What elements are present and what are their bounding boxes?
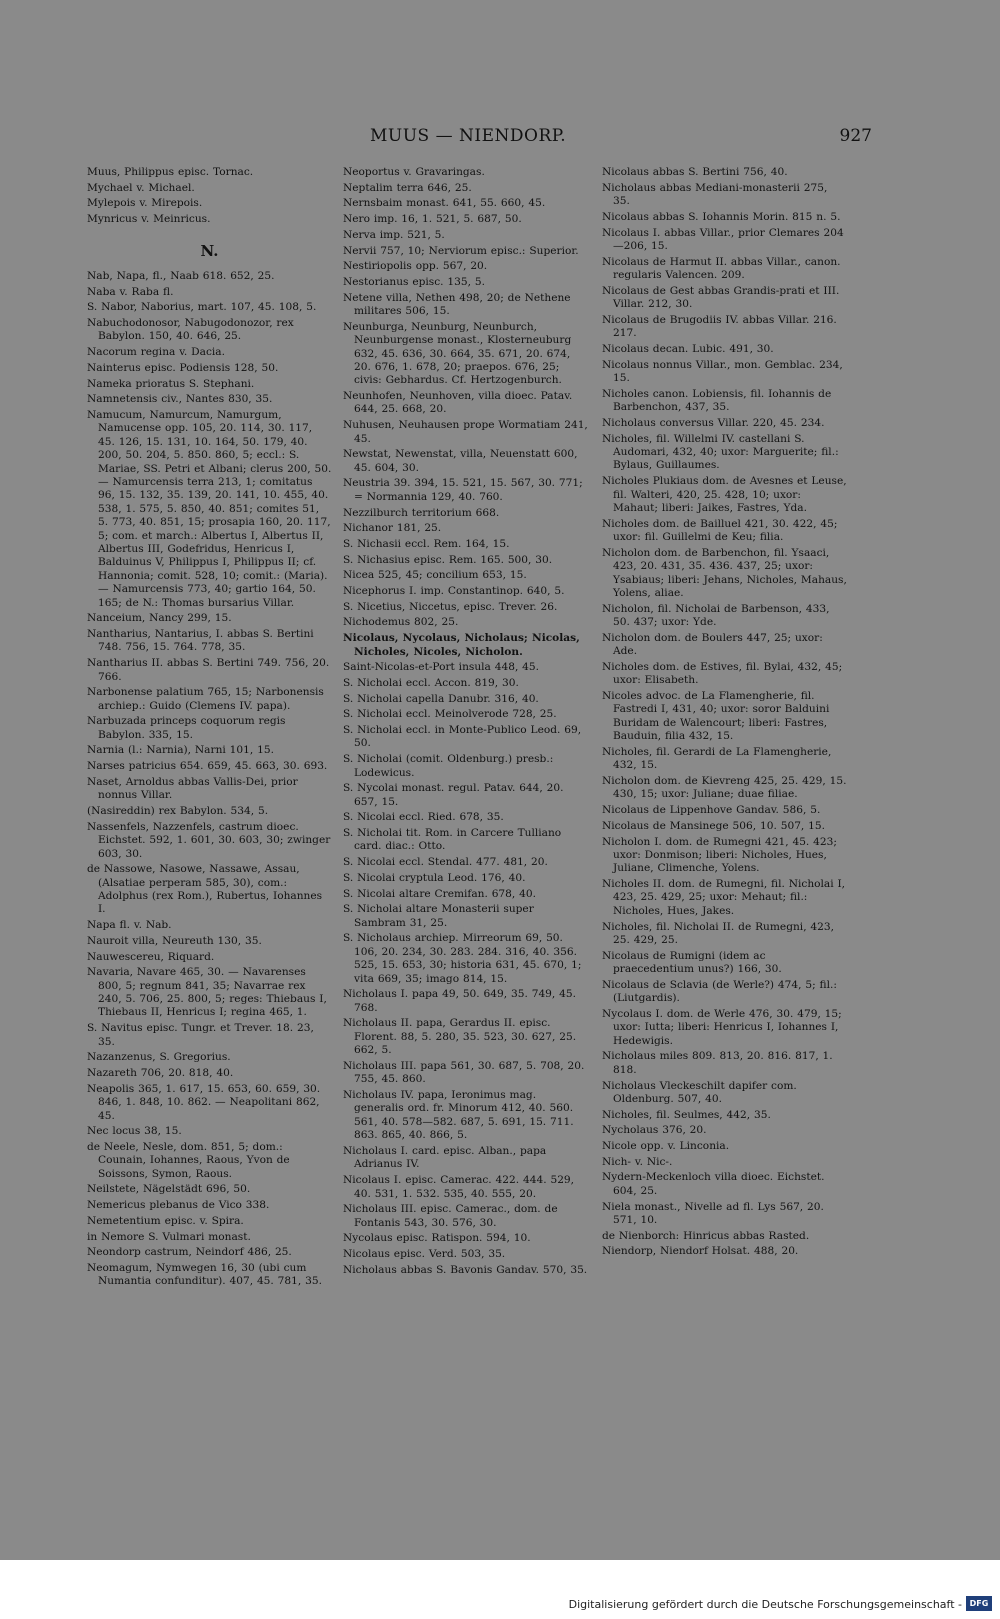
section-letter: N. bbox=[200, 241, 219, 260]
index-entry: Nicolaus I. abbas Villar., prior Clemares 204—206, 15. bbox=[602, 226, 844, 252]
index-entry: S. Nicolai eccl. Ried. 678, 35. bbox=[343, 811, 504, 824]
index-entry: Mychael v. Michael. bbox=[87, 181, 195, 194]
index-entry: S. Nicholai capella Danubr. 316, 40. bbox=[343, 692, 539, 705]
index-entry: Nicephorus I. imp. Constantinop. 640, 5. bbox=[343, 585, 565, 598]
index-entry: Nantharius II. abbas S. Bertini 749. 756, 20. 766. bbox=[87, 657, 330, 683]
index-entry: Nicholaus III. papa 561, 30. 687, 5. 708, 20. 755, 45. 860. bbox=[343, 1059, 585, 1086]
index-entry: S. Nichasius episc. Rem. 165. 500, 30. bbox=[343, 553, 553, 566]
index-entry: Nicholes, fil. Gerardi de La Flamengherie, 432, 15. bbox=[602, 745, 832, 772]
index-entry: Nicolaus decan. Lubic. 491, 30. bbox=[602, 342, 774, 355]
index-entry: Nichanor 181, 25. bbox=[343, 522, 442, 535]
index-entry: Nicholaus I. papa 49, 50. 649, 35. 749, 45. 768. bbox=[343, 988, 577, 1014]
running-title: MUUS — NIENDORP. bbox=[370, 126, 567, 146]
index-entry: Nazanzenus, S. Gregorius. bbox=[87, 1051, 231, 1064]
index-entry: Nicholaus IV. papa, Ieronimus mag. generalis ord. fr. Minorum 412, 40. 560. 561, 40. 578—582. 687, 5. 691, 15. 711. 863. 865, 40. 866, 5. bbox=[343, 1089, 574, 1142]
index-entry: Niela monast., Nivelle ad fl. Lys 567, 20. 571, 10. bbox=[602, 1200, 824, 1226]
index-entry: Nicolaus de Sclavia (de Werle?) 474, 5; fil.: (Liutgardis). bbox=[602, 978, 837, 1005]
index-entry: Neunhofen, Neunhoven, villa dioec. Patav. 644, 25. 668, 20. bbox=[343, 390, 573, 416]
index-entry: Nab, Napa, fl., Naab 618. 652, 25. bbox=[87, 269, 275, 282]
index-entry: S. Nicholai eccl. in Monte-Publico Leod. 69, 50. bbox=[343, 724, 582, 750]
page-number: 927 bbox=[839, 126, 872, 146]
index-entry: Nicolaus de Gest abbas Grandis-prati et III. Villar. 212, 30. bbox=[602, 284, 840, 311]
index-entry: Nich- v. Nic-. bbox=[602, 1155, 673, 1168]
index-entry: Nicoles advoc. de La Flamengherie, fil. Fastredi I, 431, 40; uxor: soror Balduini Buridam de Walencourt; liberi: Fastres, Bauduin, filia 432, 15. bbox=[602, 689, 830, 743]
index-entry: S. Nicetius, Niccetus, episc. Trever. 26. bbox=[343, 600, 558, 613]
index-entry: S. Nicolai altare Cremifan. 678, 40. bbox=[343, 887, 536, 900]
index-entry: Nazareth 706, 20. 818, 40. bbox=[87, 1066, 234, 1079]
index-entry: Nicholaus II. papa, Gerardus II. episc. Florent. 88, 5. 280, 35. 523, 30. 627, 25. 662, 5. bbox=[343, 1017, 577, 1057]
index-entry: Nemetentium episc. v. Spira. bbox=[87, 1214, 244, 1227]
index-entry: Nabuchodonosor, Nabugodonozor, rex Babylon. 150, 40. 646, 25. bbox=[87, 317, 294, 343]
index-entry: Newstat, Newenstat, villa, Neuenstatt 600, 45. 604, 30. bbox=[343, 448, 578, 474]
index-entry: Nicolaus de Lippenhove Gandav. 586, 5. bbox=[602, 804, 821, 817]
index-entry: S. Nicholai (comit. Oldenburg.) presb.: Lodewicus. bbox=[343, 753, 554, 779]
index-entry: S. Nicolai cryptula Leod. 176, 40. bbox=[343, 871, 526, 884]
index-entry: Nicholaus I. card. episc. Alban., papa Adrianus IV. bbox=[343, 1144, 547, 1171]
index-entry: in Nemore S. Vulmari monast. bbox=[87, 1230, 251, 1243]
index-entry: Nicolaus nonnus Villar., mon. Gemblac. 234, 15. bbox=[602, 358, 843, 385]
index-entry: Nicholes dom. de Estives, fil. Bylai, 432, 45; uxor: Elisabeth. bbox=[602, 660, 843, 687]
index-entry: Nicholon dom. de Kievreng 425, 25. 429, 15. 430, 15; uxor: Juliane; duae filiae. bbox=[602, 775, 847, 801]
index-entry: Nicholaus III. episc. Camerac., dom. de Fontanis 543, 30. 576, 30. bbox=[343, 1203, 558, 1229]
index-entry: Nicolaus de Harmut II. abbas Villar., canon. regularis Valencen. 209. bbox=[602, 255, 841, 282]
index-entry: Nerva imp. 521, 5. bbox=[343, 228, 445, 241]
index-entry: Nicholon dom. de Boulers 447, 25; uxor: Ade. bbox=[602, 631, 823, 658]
index-entry: Nicolaus abbas S. Bertini 756, 40. bbox=[602, 166, 788, 178]
index-entry: Nicolaus episc. Verd. 503, 35. bbox=[343, 1248, 506, 1261]
index-entry: Nemericus plebanus de Vico 338. bbox=[87, 1199, 270, 1212]
index-entry: Nycholaus 376, 20. bbox=[602, 1124, 707, 1137]
index-entry: Nicholaus abbas Mediani-monasterii 275, 35. bbox=[602, 181, 828, 208]
index-column-2 bbox=[343, 166, 588, 1279]
index-entry: de Nassowe, Nasowe, Nassawe, Assau, (Alsatiae perperam 585, 30), com.: Adolphus (rex Rom.), Rubertus, Iohannes I. bbox=[87, 863, 323, 916]
index-entry: Nicolaus de Brugodiis IV. abbas Villar. 216. 217. bbox=[602, 313, 837, 340]
index-entry: Narbuzada princeps coquorum regis Babylon. 335, 15. bbox=[87, 715, 286, 741]
index-entry: Nassenfels, Nazzenfels, castrum dioec. Eichstet. 592, 1. 601, 30. 603, 30; zwinger 603, 30. bbox=[87, 820, 331, 860]
running-head bbox=[0, 126, 1000, 152]
index-entry: Nicholon I. dom. de Rumegni 421, 45. 423; uxor: Donmison; liberi: Nicholes, Hues, Juliane, Climenche, Yolens. bbox=[602, 835, 837, 875]
index-entry: S. Nicholai eccl. Accon. 819, 30. bbox=[343, 676, 519, 689]
index-entry: S. Nycolai monast. regul. Patav. 644, 20. 657, 15. bbox=[343, 782, 564, 808]
index-entry: Niendorp, Niendorf Holsat. 488, 20. bbox=[602, 1245, 799, 1258]
index-entry: Narbonense palatium 765, 15; Narbonensis archiep.: Guido (Clemens IV. papa). bbox=[87, 686, 324, 712]
index-entry: Nantharius, Nantarius, I. abbas S. Bertini 748. 756, 15. 764. 778, 35. bbox=[87, 628, 314, 654]
index-entry: Nicholaus Vleckeschilt dapifer com. Oldenburg. 507, 40. bbox=[602, 1079, 797, 1105]
index-entry: S. Navitus episc. Tungr. et Trever. 18. 23, 35. bbox=[87, 1022, 314, 1048]
entry-heading: Nicolaus, Nycolaus, Nicholaus; Nicolas, Nicholes, Nicoles, Nicholon. bbox=[343, 632, 580, 658]
index-entry: Nicholon, fil. Nicholai de Barbenson, 433, 50. 437; uxor: Yde. bbox=[602, 602, 830, 629]
index-entry: Nero imp. 16, 1. 521, 5. 687, 50. bbox=[343, 213, 522, 226]
index-entry: Nicholes dom. de Bailluel 421, 30. 422, 45; uxor: fil. Guillelmi de Keu; filia. bbox=[602, 517, 838, 544]
index-entry: Nauwescereu, Riquard. bbox=[87, 950, 215, 963]
index-entry: Naset, Arnoldus abbas Vallis-Dei, prior nonnus Villar. bbox=[87, 775, 298, 802]
index-entry: Namucum, Namurcum, Namurgum, Namucense opp. 105, 20. 114, 30. 117, 45. 126, 15. 131, 10. 164, 50. 179, 40. 200, 50. 204, 5. 850. 860, 5; eccl.: S. Mariae, SS. Petri et Albani; clerus 200, 50. — Namurcensis terra 213, 1; comitatus 96, 15. 132, 35. 139, 20. 141, 10. 455, 40. 538, 1. 575, 5. 850, 40. 851; comites 51, 5. 773, 40. 851, 15; prosapia 160, 20. 117, 5; com. et march.: Albertus I, Albertus II, Albertus III, Godefridus, Henricus I, Balduinus V, Philippus I, Philippus II; cf. Hannonia; comit. 528, 10; comit.: (Maria). — Namurcensis 773, 40; gartio 164, 50. 165; de N.: Thomas bursarius Villar. bbox=[87, 408, 332, 609]
index-entry: Mynricus v. Meinricus. bbox=[87, 213, 211, 226]
index-entry: Nicholes, fil. Nicholai II. de Rumegni, 423, 25. 429, 25. bbox=[602, 920, 835, 946]
index-entry: Nicole opp. v. Linconia. bbox=[602, 1140, 730, 1153]
index-entry: Mylepois v. Mirepois. bbox=[87, 197, 203, 210]
index-entry: Narnia (l.: Narnia), Narni 101, 15. bbox=[87, 744, 274, 757]
index-entry: Nameka prioratus S. Stephani. bbox=[87, 377, 255, 390]
index-entry: S. Nicholai tit. Rom. in Carcere Tulliano card. diac.: Otto. bbox=[343, 827, 562, 853]
index-entry: Saint-Nicolas-et-Port insula 448, 45. bbox=[343, 661, 540, 674]
index-entry: S. Nicholaus archiep. Mirreorum 69, 50. 106, 20. 234, 30. 283. 284. 316, 40. 356. 525, 15. 653, 30; historia 631, 45. 670, 1; vita 669, 35; imago 814, 15. bbox=[343, 932, 582, 985]
index-entry: Nicholes, fil. Willelmi IV. castellani S. Audomari, 432, 40; uxor: Marguerite; fil.: Bylaus, Guillaumes. bbox=[602, 432, 839, 472]
index-entry: Nicholaus miles 809. 813, 20. 816. 817, 1. 818. bbox=[602, 1050, 833, 1076]
index-column-3 bbox=[602, 166, 847, 1261]
index-entry: Nestorianus episc. 135, 5. bbox=[343, 275, 485, 288]
index-entry: S. Nicolai eccl. Stendal. 477. 481, 20. bbox=[343, 856, 548, 869]
index-entry: Nicholon dom. de Barbenchon, fil. Ysaaci, 423, 20. 431, 35. 436. 437, 25; uxor: Ysabiaus; liberi: Jehans, Nicholes, Mahaus, Yolens, aliae. bbox=[602, 546, 847, 599]
index-entry: S. Nabor, Naborius, mart. 107, 45. 108, 5. bbox=[87, 301, 317, 314]
index-column-1 bbox=[87, 166, 332, 1291]
index-entry: Muus, Philippus episc. Tornac. bbox=[87, 166, 254, 178]
index-entry: Neapolis 365, 1. 617, 15. 653, 60. 659, 30. 846, 1. 848, 10. 862. — Neapolitani 862, 45. bbox=[87, 1082, 321, 1122]
index-entry: Nec locus 38, 15. bbox=[87, 1125, 182, 1138]
index-entry: Nicolaus de Mansinege 506, 10. 507, 15. bbox=[602, 819, 826, 832]
index-entry: Nichodemus 802, 25. bbox=[343, 616, 459, 629]
index-entry: Nycolaus I. dom. de Werle 476, 30. 479, 15; uxor: Iutta; liberi: Henricus I, Iohannes I, Hedewigis. bbox=[602, 1007, 842, 1047]
index-entry: Neustria 39. 394, 15. 521, 15. 567, 30. 771; = Normannia 129, 40. 760. bbox=[343, 477, 583, 503]
index-entry: de Neele, Nesle, dom. 851, 5; dom.: Counain, Iohannes, Raous, Yvon de Soissons, Symon, Raous. bbox=[87, 1140, 290, 1180]
index-entry: Nervii 757, 10; Nerviorum episc.: Superior. bbox=[343, 244, 579, 257]
index-entry: Nicholes canon. Lobiensis, fil. Iohannis de Barbenchon, 437, 35. bbox=[602, 387, 832, 414]
index-entry: Nicolaus de Rumigni (idem ac praecedentium unus?) 166, 30. bbox=[602, 949, 782, 976]
index-entry: Nicholes II. dom. de Rumegni, fil. Nicholai I, 423, 25. 429, 25; uxor: Mehaut; fil.: Nicholes, Hues, Jakes. bbox=[602, 878, 846, 917]
index-entry: de Nienborch: Hinricus abbas Rasted. bbox=[602, 1229, 810, 1242]
index-entry: Neomagum, Nymwegen 16, 30 (ubi cum Numantia confunditur). 407, 45. 781, 35. bbox=[87, 1261, 322, 1288]
index-entry: Naba v. Raba fl. bbox=[87, 285, 174, 298]
index-entry: Nicolaus I. episc. Camerac. 422. 444. 529, 40. 531, 1. 532. 535, 40. 555, 20. bbox=[343, 1174, 575, 1200]
index-entry: Nicholes, fil. Seulmes, 442, 35. bbox=[602, 1108, 771, 1121]
index-entry: Netene villa, Nethen 498, 20; de Nethene militares 506, 15. bbox=[343, 291, 571, 318]
index-entry: Neilstete, Nägelstädt 696, 50. bbox=[87, 1183, 251, 1196]
index-entry: S. Nicholai eccl. Meinolverode 728, 25. bbox=[343, 708, 557, 721]
index-entry: Namnetensis civ., Nantes 830, 35. bbox=[87, 393, 273, 406]
index-entry: Nernsbaim monast. 641, 55. 660, 45. bbox=[343, 197, 546, 210]
digitization-footer bbox=[0, 1560, 1000, 1619]
index-entry: Neoportus v. Gravaringas. bbox=[343, 166, 485, 178]
index-entry: Nainterus episc. Podiensis 128, 50. bbox=[87, 361, 279, 374]
index-entry: Nycolaus episc. Ratispon. 594, 10. bbox=[343, 1232, 531, 1245]
index-entry: Nydern-Meckenloch villa dioec. Eichstet. 604, 25. bbox=[602, 1171, 825, 1197]
index-entry: S. Nichasii eccl. Rem. 164, 15. bbox=[343, 537, 510, 550]
index-entry: Nauroit villa, Neureuth 130, 35. bbox=[87, 934, 262, 947]
index-entry: Neunburga, Neunburg, Neunburch, Neunburgense monast., Klosterneuburg 632, 45. 636, 30. 664, 35. 671, 20. 674, 20. 676, 1. 678, 20; praepos. 676, 25; civis: Gebhardus. Cf. Hertzogenburch. bbox=[343, 320, 572, 387]
footer-credit: Digitalisierung gefördert durch die Deutsche Forschungsgemeinschaft - bbox=[568, 1598, 962, 1611]
index-entry: Narses patricius 654. 659, 45. 663, 30. 693. bbox=[87, 760, 328, 773]
index-entry: Nanceium, Nancy 299, 15. bbox=[87, 612, 232, 625]
index-entry: Nuhusen, Neuhausen prope Wormatiam 241, 45. bbox=[343, 419, 588, 445]
index-entry: Nicolaus abbas S. Iohannis Morin. 815 n. 5. bbox=[602, 210, 841, 223]
index-entry: (Nasireddin) rex Babylon. 534, 5. bbox=[87, 805, 269, 817]
index-entry: Nezzilburch territorium 668. bbox=[343, 506, 500, 519]
index-entry: Nicholes Plukiaus dom. de Avesnes et Leuse, fil. Walteri, 420, 25. 428, 10; uxor: Mahaut; liberi: Jaikes, Fastres, Yda. bbox=[602, 475, 847, 514]
index-entry: Neptalim terra 646, 25. bbox=[343, 181, 472, 194]
index-entry: Nicholaus abbas S. Bavonis Gandav. 570, 35. bbox=[343, 1263, 588, 1276]
index-entry: S. Nicholai altare Monasterii super Sambram 31, 25. bbox=[343, 903, 534, 929]
dfg-logo-icon: DFG bbox=[966, 1596, 992, 1611]
index-entry: Nacorum regina v. Dacia. bbox=[87, 346, 225, 359]
index-entry: Navaria, Navare 465, 30. — Navarenses 800, 5; regnum 841, 35; Navarrae rex 240, 5. 706, 25. 800, 5; reges: Thiebaus I, Thiebaus II, Henricus I; regina 465, 1. bbox=[87, 966, 327, 1019]
index-entry: Nestiriopolis opp. 567, 20. bbox=[343, 260, 488, 273]
index-entry: Napa fl. v. Nab. bbox=[87, 919, 172, 932]
index-entry: Neondorp castrum, Neindorf 486, 25. bbox=[87, 1246, 292, 1259]
index-entry: Nicholaus conversus Villar. 220, 45. 234. bbox=[602, 416, 825, 429]
index-entry: Nicea 525, 45; concilium 653, 15. bbox=[343, 569, 527, 582]
